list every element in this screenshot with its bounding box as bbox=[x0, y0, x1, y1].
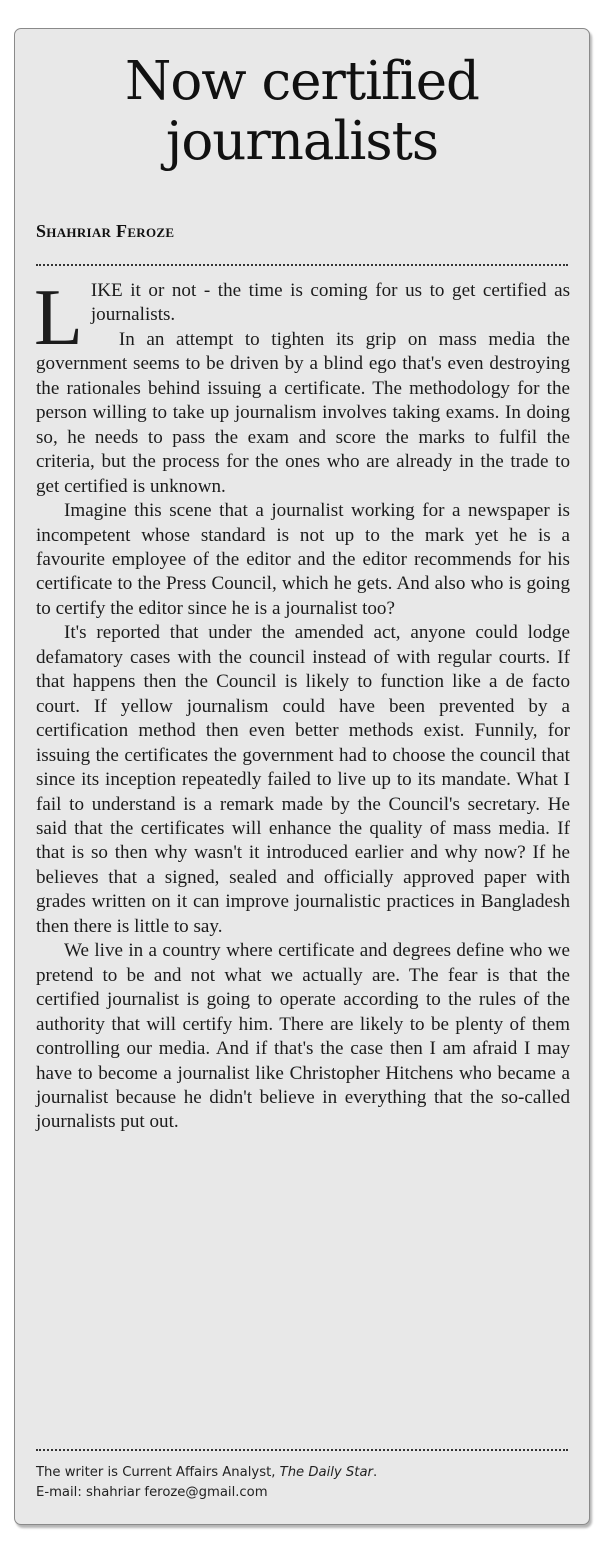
lead-text-second: In an attempt to tighten its grip on mass media the government seems to be driven by a blind ego that's even destroying the rationales behind issuing a certificate. The methodology for the person willing to take up journalism involves taking exams. In doing so, he needs to pass the exam and score the marks to fulfil the criteria, but the process for the ones who are already in the trade to get certified is unknown. bbox=[36, 328, 570, 497]
lead-paragraph bbox=[34, 274, 570, 499]
body-paragraph: Imagine this scene that a journalist working for a newspaper is incompetent whose standard is not up to the mark yet he is a favourite employee of the editor and the editor recommends for his certificate to the Press Council, which he gets. And also who is going to certify the editor since he is a journalist too? bbox=[36, 500, 570, 619]
byline: Shahriar Feroze bbox=[36, 221, 175, 241]
headline: Now certified journalists bbox=[125, 51, 479, 172]
writer-prefix: The writer is Current Affairs Analyst, bbox=[36, 1465, 280, 1480]
body-paragraph: It's reported that under the amended act, anyone could lodge defamatory cases with the council instead of with regular courts. If that happens then the Council is likely to function like a de facto court. If yellow journalism could have been prevented by a certification method then even better methods exist. Funnily, for issuing the certificates the government had to choose the council that since its inception repeatedly failed to live up to its mandate. What I fail to understand is a remark made by the Council's secretary. He said that the certificates will enhance the quality of mass media. If that is so then why wasn't it introduced earlier and why now? If he believes that a signed, sealed and officially approved paper with grades written on it can improve journalistic practices in Bangladesh then there is little to say. bbox=[36, 622, 570, 937]
dotted-divider-bottom bbox=[36, 1449, 568, 1451]
writer-line bbox=[36, 1463, 566, 1483]
body-paragraph: We live in a country where certificate and degrees define who we pretend to be and not what we actually are. The fear is that the certified journalist is going to operate according to the rules of the authority that will certify him. There are likely to be plenty of them controlling our media. And if that's the case then I am afraid I may have to become a journalist like Christopher Hitchens who became a journalist because he didn't believe in everything that the so-called journalists put out. bbox=[36, 940, 570, 1133]
author-note bbox=[36, 1463, 566, 1503]
dotted-divider-top bbox=[36, 264, 568, 266]
email-line: E-mail: shahriar feroze@gmail.com bbox=[36, 1485, 268, 1500]
drop-cap: L bbox=[34, 274, 83, 362]
lead-text-first: IKE it or not - the time is coming for us to get certified as journalists. bbox=[90, 280, 570, 326]
article-body bbox=[34, 274, 570, 1135]
publication-name: The Daily Star bbox=[279, 1465, 373, 1480]
writer-suffix: . bbox=[372, 1465, 378, 1480]
